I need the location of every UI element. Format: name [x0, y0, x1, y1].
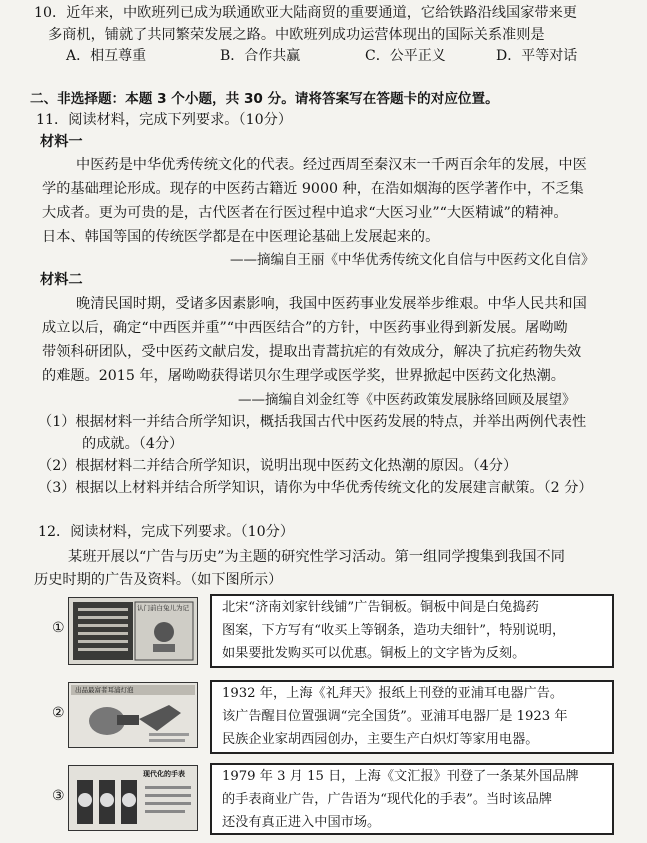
ad-image-caption-1: 认门前白兔儿为记: [137, 604, 189, 612]
row2-text-box: [210, 680, 614, 754]
ad-image-lightbulb: [68, 682, 198, 748]
row2-line3: 民族企业家胡西园创办，主要生产白炽灯等家用电器。: [222, 732, 539, 747]
q11-material1-label: 材料一: [40, 134, 83, 150]
q11-material2-label: 材料二: [40, 272, 83, 288]
q10-option-d: D．平等对话: [496, 48, 578, 64]
q11-m1-line4: 日本、韩国等国的传统医学都是在中医理论基础上发展起来的。: [42, 229, 440, 245]
q11-m1-line3: 大成者。更为可贵的是，古代医者在行医过程中追求“大医习业”“大医精诚”的精神。: [42, 205, 568, 221]
q10-line1: 10．近年来，中欧班列已成为联通欧亚大陆商贸的重要通道，它给铁路沿线国家带来更: [34, 5, 577, 21]
q10-line2: 多商机，铺就了共同繁荣发展之路。中欧班列成功运营体现出的国际关系准则是: [48, 27, 545, 43]
q11-m2-line1: 晚清民国时期，受诸多因素影响，我国中医药事业发展举步维艰。中华人民共和国: [76, 296, 587, 312]
row1-marker: ①: [52, 620, 65, 636]
q12-intro-line1: 某班开展以“广告与历史”为主题的研究性学习活动。第一组同学搜集到我国不同: [68, 549, 565, 565]
q11-m1-line1: 中医药是中华优秀传统文化的代表。经过西周至秦汉末一千两百余年的发展，中医: [76, 157, 587, 173]
q11-question3: （3）根据以上材料并结合所学知识，请你为中华优秀传统文化的发展建言献策。（2 分）: [38, 480, 593, 496]
q10-option-b: B．合作共赢: [220, 48, 301, 64]
row1-line3: 如果要批发购买可以优惠。铜板上的文字皆为反刻。: [222, 646, 526, 661]
row2-marker: ②: [52, 705, 65, 721]
q11-m2-source: ——摘编自刘金红等《中医药政策发展脉络回顾及展望》: [238, 392, 576, 408]
ad-image-watch: [68, 765, 198, 831]
q11-m2-line2: 成立以后，确定“中西医并重”“中西医结合”的方针，中医药事业得到新发展。屠呦呦: [42, 320, 568, 336]
ad-image-caption-3: 现代化的手表: [143, 769, 185, 778]
q10-option-a: A．相互尊重: [66, 48, 147, 64]
row3-marker: ③: [52, 788, 65, 804]
row3-line1: 1979 年 3 月 15 日，上海《文汇报》刊登了一条某外国品牌: [222, 769, 579, 784]
row2-line1: 1932 年，上海《礼拜天》报纸上刊登的亚浦耳电器广告。: [222, 686, 564, 701]
row3-line3: 还没有真正进入中国市场。: [222, 815, 381, 830]
q11-m1-line2: 学的基础理论形成。现存的中医药古籍近 9000 种，在浩如烟海的医学著作中，不乏集: [42, 181, 584, 197]
row1-line1: 北宋“济南刘家针线铺”广告铜板。铜板中间是白兔捣药: [222, 600, 539, 615]
row1-line2: 图案，下方写有“收买上等钢条，造功夫细针”，特别说明，: [222, 623, 566, 638]
row3-line2: 的手表商业广告，广告语为“现代化的手表”。当时该品牌: [222, 792, 552, 807]
q12-title: 12．阅读材料，完成下列要求。（10分）: [38, 524, 295, 540]
q11-question1-cont: 的成就。（4分）: [82, 436, 184, 452]
q11-m1-source: ——摘编自王丽《中华优秀传统文化自信与中医药文化自信》: [230, 252, 595, 268]
row3-text-box: [210, 763, 614, 835]
ad-image-caption-2: 出品最富者耳浦灯泡: [75, 686, 134, 694]
q11-m2-line3: 带领科研团队，受中医药文献启发，提取出青蒿抗疟的有效成分，解决了抗疟药物失效: [42, 344, 582, 360]
q10-option-c: C．公平正义: [365, 48, 446, 64]
q11-m2-line4: 的难题。2015 年，屠呦呦获得诺贝尔生理学或医学奖，世界掀起中医药文化热潮。: [42, 368, 565, 384]
row1-text-box: [210, 594, 614, 668]
q12-intro-line2: 历史时期的广告及资料。（如下图所示）: [34, 572, 283, 588]
row2-line2: 该广告醒目位置强调“完全国货”。亚浦耳电器厂是 1923 年: [222, 709, 568, 724]
q11-question1: （1）根据材料一并结合所学知识，概括我国古代中医药发展的特点，并举出两例代表性: [38, 414, 587, 430]
section-header: 二、非选择题：本题 3 个小题，共 30 分。请将答案写在答题卡的对应位置。: [30, 91, 499, 107]
q11-title: 11．阅读材料，完成下列要求。（10分）: [36, 112, 293, 128]
ad-image-needle-shop: [68, 597, 198, 665]
q11-question2: （2）根据材料二并结合所学知识，说明出现中医药文化热潮的原因。（4分）: [38, 458, 518, 474]
